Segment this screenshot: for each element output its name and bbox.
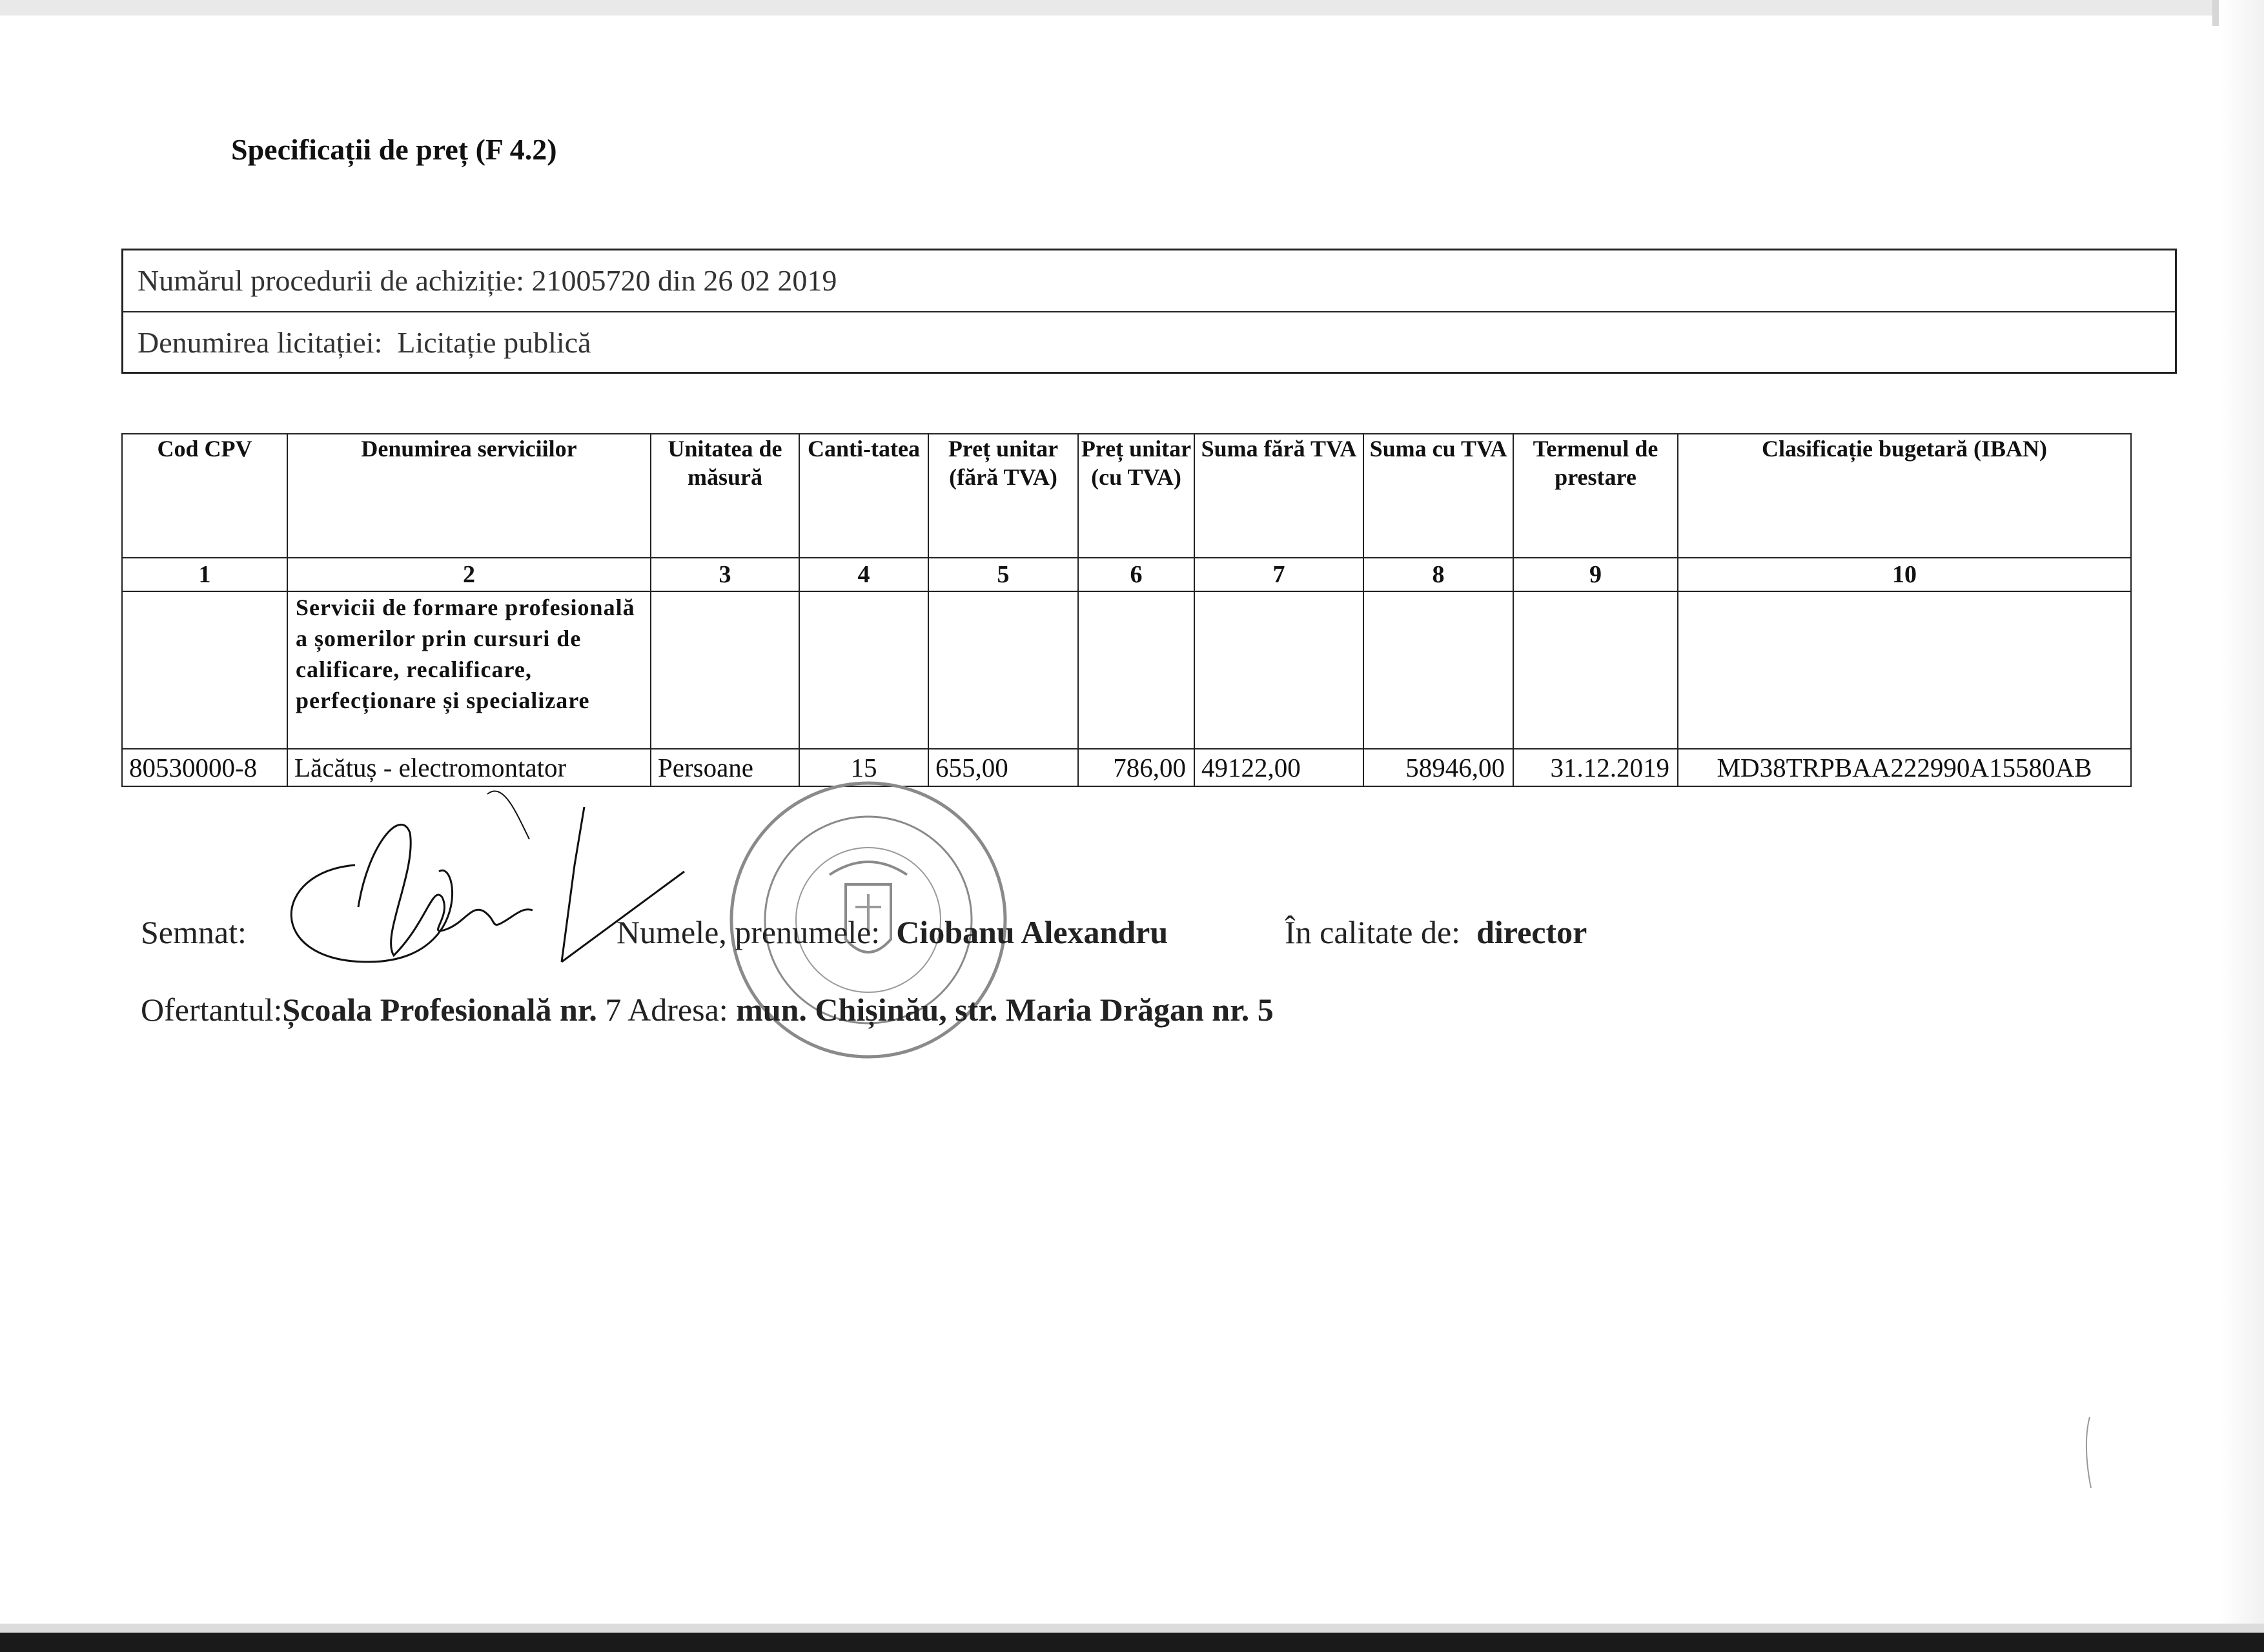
empty-cell (651, 591, 799, 749)
header-unit-price-no-vat: Preț unitar (fără TVA) (928, 434, 1078, 558)
cell-iban: MD38TRPBAA222990A15580AB (1678, 749, 2131, 786)
empty-cell (799, 591, 928, 749)
service-group-name: Servicii de formare profesională a șomerilor prin cursuri de calificare, recalificare, perfecționare și specializare (287, 591, 651, 749)
bidder-label: Ofertantul: (141, 992, 283, 1028)
column-number: 2 (287, 558, 651, 591)
column-number: 1 (122, 558, 287, 591)
column-number: 3 (651, 558, 799, 591)
cell-total-no-vat: 49122,00 (1194, 749, 1363, 786)
empty-cell (1363, 591, 1513, 749)
scan-bottom-edge (0, 1633, 2264, 1652)
column-number: 4 (799, 558, 928, 591)
cell-unit-price-no-vat: 655,00 (928, 749, 1078, 786)
procedure-name-label: Denumirea licitației: (138, 326, 383, 359)
signatory-role-label: În calitate de: (1285, 914, 1461, 950)
cell-unit-price-vat: 786,00 (1078, 749, 1194, 786)
cell-total-vat: 58946,00 (1363, 749, 1513, 786)
cell-service: Lăcătuș - electromontator (287, 749, 651, 786)
cell-cpv: 80530000-8 (122, 749, 287, 786)
scan-top-edge (0, 0, 2264, 15)
signatory-name-label: Numele, prenumele: (617, 914, 881, 950)
column-number: 9 (1513, 558, 1678, 591)
scan-stray-mark (2082, 1417, 2101, 1507)
page-title: Specificații de preț (F 4.2) (231, 133, 557, 166)
service-group-row (122, 591, 2131, 749)
procedure-number-label: Numărul procedurii de achiziție: (138, 264, 525, 297)
column-number: 7 (1194, 558, 1363, 591)
cell-unit: Persoane (651, 749, 799, 786)
header-service-name: Denumirea serviciilor (287, 434, 651, 558)
empty-cell (1513, 591, 1678, 749)
empty-cell (122, 591, 287, 749)
cell-deadline: 31.12.2019 (1513, 749, 1678, 786)
procedure-box (121, 249, 2177, 374)
column-number: 6 (1078, 558, 1194, 591)
column-number: 10 (1678, 558, 2131, 591)
signed-label: Semnat: (141, 914, 247, 950)
signatory-name-value: Ciobanu Alexandru (896, 914, 1168, 950)
procedure-name-row (123, 311, 2175, 372)
procedure-name-value: Licitație publică (397, 326, 591, 359)
bidder-line (141, 991, 1274, 1028)
column-number-row (122, 558, 2131, 591)
empty-cell (1078, 591, 1194, 749)
column-number: 8 (1363, 558, 1513, 591)
column-number: 5 (928, 558, 1078, 591)
bidder-name: Școala Profesională nr. (282, 992, 597, 1028)
header-unit: Unitatea de măsură (651, 434, 799, 558)
scan-bottom-shade (0, 1624, 2264, 1633)
signatory-role-line (1285, 913, 1587, 951)
signatory-name-line (617, 913, 1168, 951)
signature-line (141, 913, 613, 951)
header-total-no-vat: Suma fără TVA (1194, 434, 1363, 558)
empty-cell (1194, 591, 1363, 749)
address-label: Adresa: (627, 992, 728, 1028)
price-specification-table (121, 433, 2132, 787)
bidder-number: 7 (605, 992, 622, 1028)
header-unit-price-vat: Preț unitar (cu TVA) (1078, 434, 1194, 558)
address-value: mun. Chișinău, str. Maria Drăgan nr. 5 (736, 992, 1274, 1028)
table-header-row (122, 434, 2131, 558)
header-cod-cpv: Cod CPV (122, 434, 287, 558)
cell-quantity: 15 (799, 749, 928, 786)
procedure-number-value: 21005720 din 26 02 2019 (531, 264, 837, 297)
header-iban: Clasificație bugetară (IBAN) (1678, 434, 2131, 558)
header-total-vat: Suma cu TVA (1363, 434, 1513, 558)
procedure-number-row (123, 250, 2175, 311)
empty-cell (928, 591, 1078, 749)
empty-cell (1678, 591, 2131, 749)
scan-right-edge (2219, 0, 2264, 1652)
header-deadline: Termenul de prestare (1513, 434, 1678, 558)
header-quantity: Canti-tatea (799, 434, 928, 558)
signatory-role-value: director (1476, 914, 1587, 950)
